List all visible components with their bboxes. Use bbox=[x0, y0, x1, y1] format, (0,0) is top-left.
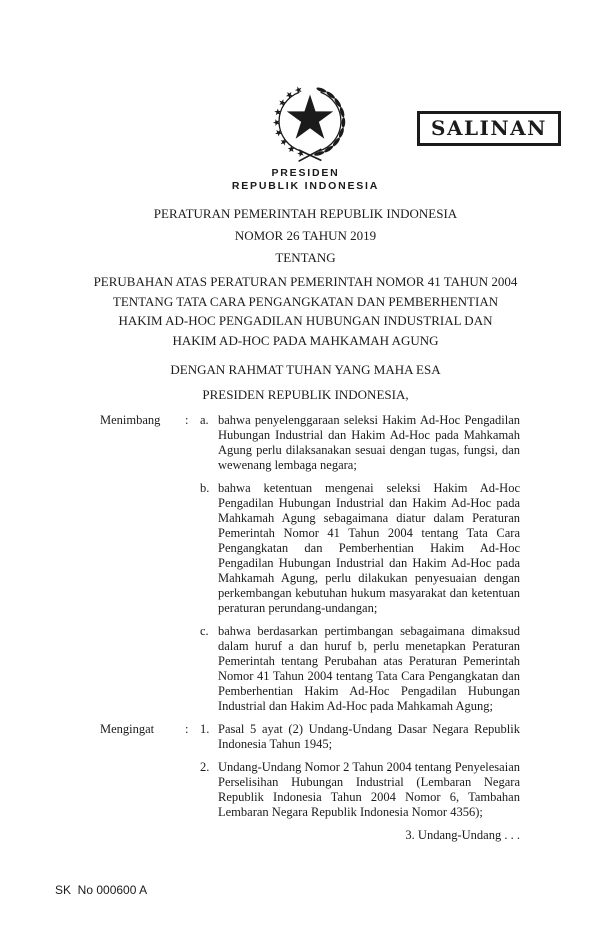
legal-basis-section bbox=[100, 722, 520, 820]
regulation-subject bbox=[0, 272, 611, 350]
list-item bbox=[200, 481, 520, 616]
letterhead-republik-indonesia: REPUBLIK INDONESIA bbox=[231, 180, 380, 192]
regulation-title-block bbox=[0, 203, 611, 350]
consideration-section bbox=[100, 413, 520, 714]
item-marker: 2. bbox=[200, 760, 210, 774]
item-text: Pasal 5 ayat (2) Undang-Undang Dasar Negara Republik Indonesia Tahun 1945; bbox=[218, 722, 520, 751]
invocation-line: DENGAN RAHMAT TUHAN YANG MAHA ESA bbox=[170, 362, 441, 377]
list-item bbox=[200, 413, 520, 473]
subject-line: HAKIM AD-HOC PADA MAHKAMAH AGUNG bbox=[172, 332, 439, 348]
document-control-number: SK No 000600 A bbox=[55, 883, 148, 897]
section-colon: : bbox=[185, 413, 189, 427]
section-label: Menimbang bbox=[100, 413, 161, 427]
item-marker: 1. bbox=[200, 722, 210, 736]
subject-line: TENTANG TATA CARA PENGANGKATAN DAN PEMBERHENTIAN bbox=[112, 293, 499, 309]
document-body bbox=[0, 203, 611, 843]
authority-line: PRESIDEN REPUBLIK INDONESIA, bbox=[202, 387, 409, 402]
section-colon: : bbox=[185, 722, 189, 736]
item-marker: c. bbox=[200, 624, 209, 638]
item-marker: b. bbox=[200, 481, 210, 495]
presidential-seal-icon bbox=[257, 80, 363, 166]
item-text: bahwa penyelenggaraan seleksi Hakim Ad-Hoc Pengadilan Hubungan Industrial dan Hakim Ad-Hoc pada Mahkamah Agung perlu dilaksanakan sesuai dengan tugas, fungsi, dan wewenang lembaga negara; bbox=[218, 413, 520, 472]
catchword: 3. Undang-Undang . . . bbox=[405, 828, 520, 842]
list-item bbox=[200, 722, 520, 752]
regulation-number: NOMOR 26 TAHUN 2019 bbox=[234, 228, 377, 243]
salinan-stamp: SALINAN bbox=[417, 111, 561, 146]
item-text: bahwa berdasarkan pertimbangan sebagaimana dimaksud dalam huruf a dan huruf b, perlu menetapkan Peraturan Pemerintah tentang Perubahan atas Peraturan Pemerintah Nomor 41 Tahun 2004 tentang Tata Cara Pengangkatan dan Pemberhentian Hakim Ad-Hoc Pengadilan Hubungan Industrial dan Hakim Ad-Hoc pada Mahkamah Agung; bbox=[218, 624, 520, 713]
item-text: bahwa ketentuan mengenai seleksi Hakim Ad-Hoc Pengadilan Hubungan Industrial dan Hakim Ad-Hoc pada Mahkamah Agung sebagaimana diatur dalam Peraturan Pemerintah Nomor 41 Tahun 2004 tentang Tata Cara Pengangkatan dan Pemberhentian Hakim Ad-Hoc Pengadilan Hubungan Industrial dan Hakim Ad-Hoc pada Mahkamah Agung, perlu dilakukan penyesuaian dengan perkembangan kebutuhan hukum masyarakat dan ketentuan peraturan perundang-undangan; bbox=[218, 481, 520, 615]
regulation-title: PERATURAN PEMERINTAH REPUBLIK INDONESIA bbox=[153, 206, 458, 221]
clauses bbox=[0, 413, 520, 820]
star-glyph bbox=[287, 94, 333, 138]
subject-line: PERUBAHAN ATAS PERATURAN PEMERINTAH NOMOR 41 TAHUN 2004 bbox=[93, 274, 518, 289]
section-label: Mengingat bbox=[100, 722, 155, 736]
list-item bbox=[200, 624, 520, 714]
item-marker: a. bbox=[200, 413, 209, 427]
list-item bbox=[200, 760, 520, 820]
tentang-label: TENTANG bbox=[275, 250, 336, 265]
letterhead-presiden: PRESIDEN bbox=[271, 167, 340, 179]
subject-line: HAKIM AD-HOC PENGADILAN HUBUNGAN INDUSTRIAL DAN bbox=[118, 313, 493, 328]
item-text: Undang-Undang Nomor 2 Tahun 2004 tentang Penyelesaian Perselisihan Hubungan Industrial (Lembaran Negara Republik Indonesia Tahun 2004 Nomor 6, Tambahan Lembaran Negara Republik Indonesia Nomor 4356); bbox=[218, 760, 520, 819]
letterhead bbox=[0, 167, 611, 193]
